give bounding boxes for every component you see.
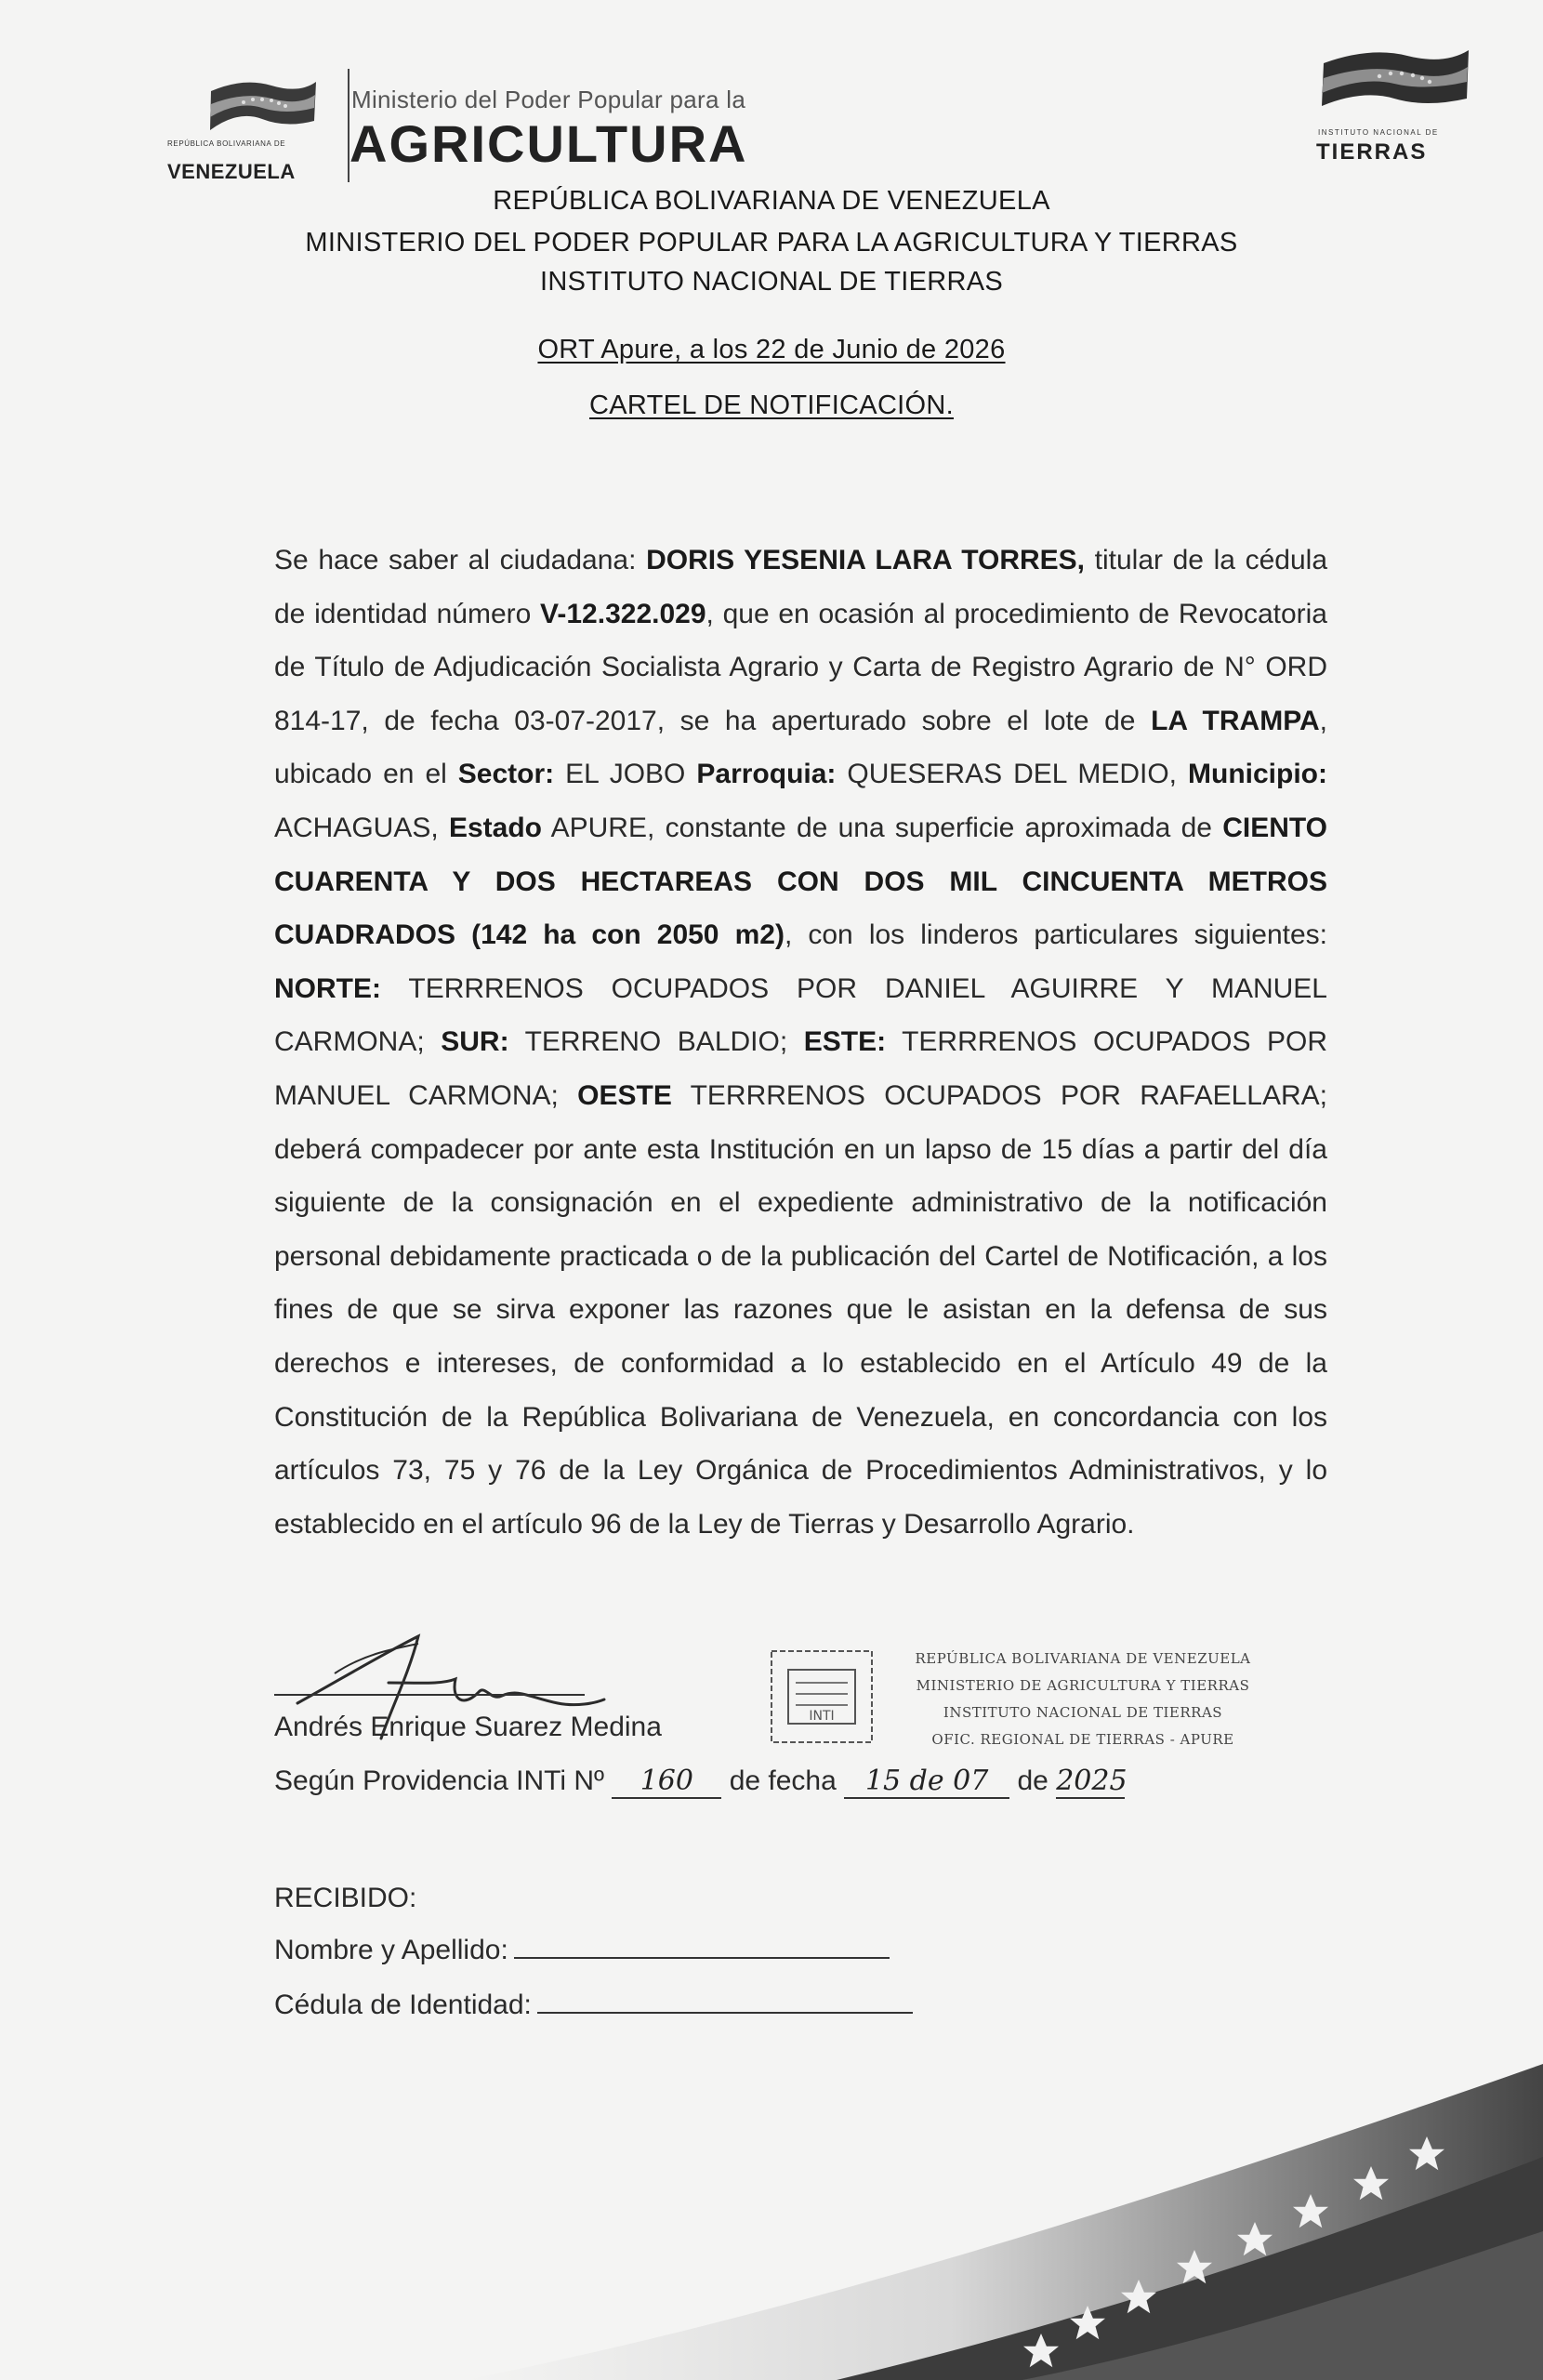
ministry-line2: AGRICULTURA (349, 114, 748, 173)
parroquia-value: QUESERAS DEL MEDIO, (836, 759, 1189, 790)
document-title: CARTEL DE NOTIFICACIÓN. (589, 390, 954, 420)
received-label: RECIBIDO: (274, 1883, 417, 1913)
stamp-text (881, 1646, 1285, 1753)
estado-label: Estado (448, 812, 543, 843)
id-field (274, 1990, 913, 2021)
oeste-label: OESTE (577, 1079, 672, 1111)
fecha-day-month: 15 de 07 (844, 1765, 1009, 1799)
fecha-label: de fecha (729, 1765, 837, 1796)
de-label: de (1017, 1765, 1048, 1796)
stamp-line: INSTITUTO NACIONAL DE TIERRAS (943, 1704, 1223, 1721)
stamp-line: MINISTERIO DE AGRICULTURA Y TIERRAS (916, 1677, 1250, 1694)
place-date: ORT Apure, a los 22 de Junio de 2026 (537, 335, 1006, 364)
parroquia-label: Parroquia: (696, 759, 837, 790)
official-stamp (768, 1646, 1288, 1785)
providencia-number: 160 (612, 1765, 721, 1799)
fecha-year: 2025 (1056, 1765, 1128, 1797)
signer-name: Andrés Enrique Suarez Medina (274, 1712, 662, 1742)
heading-ministerio: MINISTERIO DEL PODER POPULAR PARA LA AGRICULTURA Y TIERRAS (305, 228, 1238, 258)
sector-label: Sector: (457, 759, 555, 790)
body-text: Se hace saber al ciudadana: (274, 545, 647, 575)
sur-value: TERRENO BALDIO; (508, 1026, 804, 1058)
heading-republica: REPÚBLICA BOLIVARIANA DE VENEZUELA (493, 186, 1050, 216)
tierras-flag-icon (1314, 41, 1472, 115)
ministry-line1: Ministerio del Poder Popular para la (351, 86, 746, 113)
heading-instituto: INSTITUTO NACIONAL DE TIERRAS (539, 267, 1004, 297)
left-logo-small-text: REPÚBLICA BOLIVARIANA DE (167, 139, 286, 148)
sector-value: EL JOBO (554, 759, 697, 790)
norte-label: NORTE: (274, 972, 381, 1004)
body-text: , ubicado en el (274, 705, 1327, 790)
body-text: , que en ocasión al procedimiento de Revocatoria de Título de Adjudicación Socialista Agrario y Carta de Registro Agrario de N° ORD 814-17, de fecha 03-07-2017, se ha aperturado sobre el lote de (274, 598, 1327, 736)
citizen-name: DORIS YESENIA LARA TORRES, (646, 545, 1086, 575)
name-field (274, 1935, 890, 1966)
right-logo-name: TIERRAS (1316, 139, 1428, 165)
svg-text:INTI: INTI (809, 1709, 835, 1724)
footer-stars-decoration-icon (0, 2045, 1543, 2380)
body-text: titular de la cédula de identidad número (274, 545, 1327, 629)
estado-value: APURE, constante de una superficie aproximada de (542, 812, 1223, 843)
notification-body (274, 534, 1327, 1551)
sur-label: SUR: (441, 1026, 509, 1058)
este-value: TERRRENOS OCUPADOS POR MANUEL CARMONA; (274, 1026, 1328, 1111)
stamp-line: REPÚBLICA BOLIVARIANA DE VENEZUELA (915, 1650, 1251, 1667)
area-text: CIENTO CUARENTA Y DOS HECTAREAS CON DOS MIL CINCUENTA METROS CUADRADOS (142 ha con 2050 m2) (274, 812, 1328, 951)
name-field-label: Nombre y Apellido: (274, 1935, 508, 1965)
id-field-label: Cédula de Identidad: (274, 1990, 532, 2020)
oeste-value: TERRRENOS OCUPADOS POR RAFAELLARA; deberá compadecer por ante esta Institución en un lapso de 15 días a partir del día siguiente de la consignación en el expediente administrativo de la notificación personal debidamente practicada o de la publicación del Cartel de Notificación, a los fines de que se sirva exponer las razones que le asistan en la defensa de sus derechos e intereses, de conformidad a lo establecido en el Artículo 49 de la Constitución de la República Bolivariana de Venezuela, en concordancia con los artículos 73, 75 y 76 de la Ley Orgánica de Procedimientos Administrativos, y lo establecido en el artículo 96 de la Ley de Tierras y Desarrollo Agrario. (274, 1079, 1327, 1540)
stamp-line: OFIC. REGIONAL DE TIERRAS - APURE (931, 1731, 1234, 1748)
id-number: V-12.322.029 (540, 598, 706, 629)
municipio-value: ACHAGUAS, (274, 812, 449, 843)
body-text: , con los linderos particulares siguientes: (784, 919, 1327, 951)
norte-value: TERRRENOS OCUPADOS POR DANIEL AGUIRRE Y MANUEL CARMONA; (274, 972, 1327, 1058)
inti-stamp-logo-icon (768, 1646, 876, 1748)
lot-name: LA TRAMPA (1151, 705, 1320, 736)
signature-line (274, 1694, 585, 1696)
venezuela-flag-icon (206, 73, 318, 138)
right-logo-small-text: INSTITUTO NACIONAL DE (1318, 128, 1439, 137)
municipio-label: Municipio: (1188, 759, 1327, 790)
providencia-label: Según Providencia INTi Nº (274, 1765, 605, 1796)
name-blank-line (514, 1935, 890, 1959)
id-blank-line (537, 1990, 913, 2014)
este-label: ESTE: (803, 1026, 887, 1058)
left-logo-country: VENEZUELA (167, 160, 296, 183)
